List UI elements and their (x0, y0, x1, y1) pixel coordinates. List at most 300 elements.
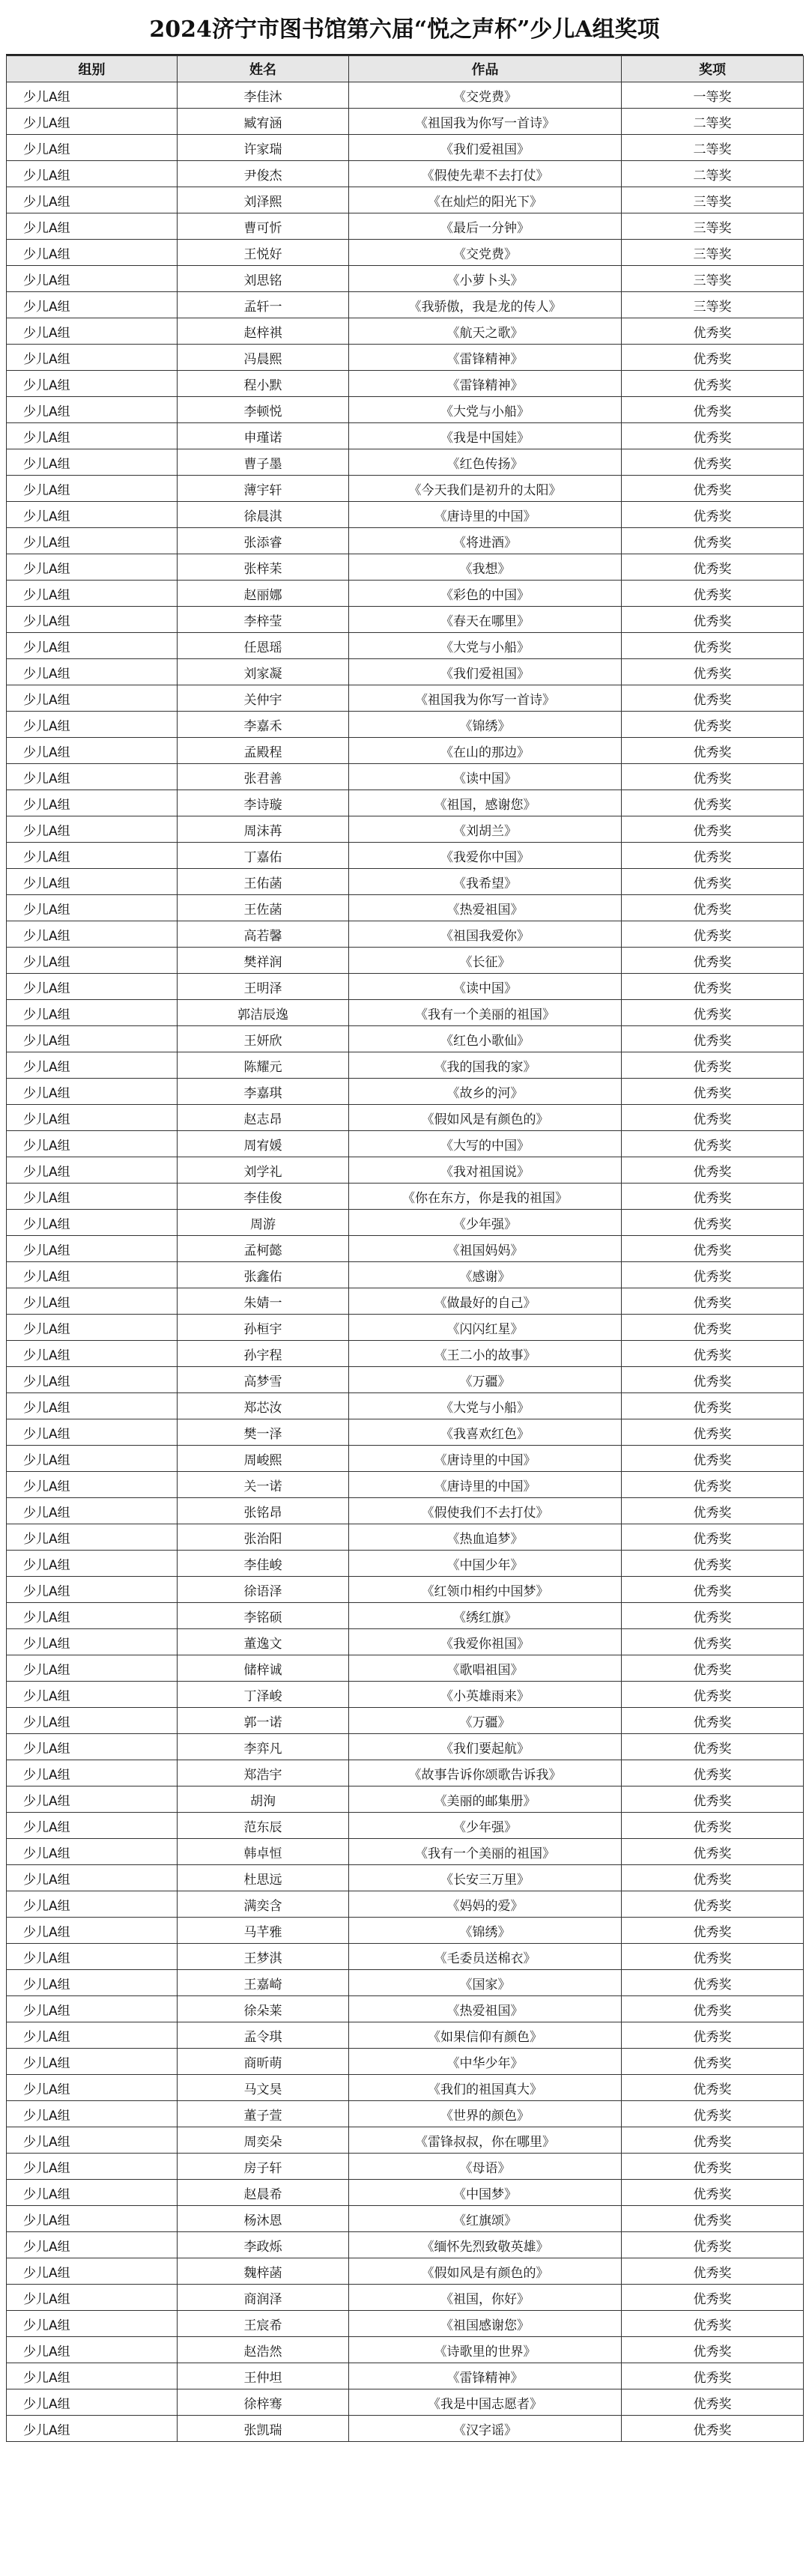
cell-name: 程小默 (178, 371, 349, 397)
table-row (7, 1052, 804, 1079)
cell-work: 《红旗颂》 (349, 2206, 622, 2232)
table-row (7, 2258, 804, 2285)
cell-name: 储梓诚 (178, 1655, 349, 1682)
cell-name: 李佳沐 (178, 82, 349, 109)
cell-work: 《诗歌里的世界》 (349, 2337, 622, 2363)
cell-group: 少儿A组 (7, 1551, 178, 1577)
cell-group: 少儿A组 (7, 502, 178, 528)
cell-award: 优秀奖 (622, 1629, 804, 1655)
cell-work: 《国家》 (349, 1970, 622, 1996)
cell-award: 优秀奖 (622, 1918, 804, 1944)
cell-award: 优秀奖 (622, 1052, 804, 1079)
table-row (7, 2127, 804, 2154)
table-row (7, 607, 804, 633)
cell-group: 少儿A组 (7, 1970, 178, 1996)
cell-name: 周奕朵 (178, 2127, 349, 2154)
table-row (7, 1079, 804, 1105)
cell-work: 《我爱你祖国》 (349, 1629, 622, 1655)
cell-award: 优秀奖 (622, 633, 804, 659)
cell-work: 《祖国，感谢您》 (349, 790, 622, 816)
cell-name: 关仲宇 (178, 685, 349, 712)
table-row (7, 1577, 804, 1603)
cell-work: 《航天之歌》 (349, 318, 622, 345)
cell-name: 刘泽熙 (178, 187, 349, 213)
cell-name: 王宸希 (178, 2311, 349, 2337)
cell-name: 徐晨淇 (178, 502, 349, 528)
cell-award: 优秀奖 (622, 1839, 804, 1865)
cell-group: 少儿A组 (7, 1629, 178, 1655)
table-row (7, 240, 804, 266)
cell-award: 优秀奖 (622, 1498, 804, 1524)
cell-group: 少儿A组 (7, 974, 178, 1000)
cell-work: 《母语》 (349, 2154, 622, 2180)
cell-name: 魏梓菡 (178, 2258, 349, 2285)
table-body (7, 82, 804, 2442)
cell-name: 孙桓宇 (178, 1315, 349, 1341)
cell-award: 优秀奖 (622, 2127, 804, 2154)
cell-award: 优秀奖 (622, 2258, 804, 2285)
table-row (7, 82, 804, 109)
cell-group: 少儿A组 (7, 2206, 178, 2232)
cell-group: 少儿A组 (7, 528, 178, 554)
cell-work: 《祖国，你好》 (349, 2285, 622, 2311)
cell-work: 《唐诗里的中国》 (349, 502, 622, 528)
cell-group: 少儿A组 (7, 1000, 178, 1026)
cell-work: 《故事告诉你颂歌告诉我》 (349, 1760, 622, 1786)
cell-award: 优秀奖 (622, 397, 804, 423)
cell-work: 《红色小歌仙》 (349, 1026, 622, 1052)
cell-name: 李嘉琪 (178, 1079, 349, 1105)
cell-name: 丁泽峻 (178, 1682, 349, 1708)
cell-work: 《长征》 (349, 948, 622, 974)
table-row (7, 1865, 804, 1891)
cell-name: 高若馨 (178, 921, 349, 948)
page-title: 2024济宁市图书馆第六届“悦之声杯”少儿A组奖项 (6, 6, 803, 55)
cell-award: 优秀奖 (622, 607, 804, 633)
cell-award: 优秀奖 (622, 2416, 804, 2442)
cell-award: 优秀奖 (622, 1472, 804, 1498)
cell-work: 《祖国我为你写一首诗》 (349, 685, 622, 712)
table-row (7, 397, 804, 423)
table-row (7, 1996, 804, 2022)
cell-group: 少儿A组 (7, 1577, 178, 1603)
cell-group: 少儿A组 (7, 397, 178, 423)
cell-name: 李佳俊 (178, 1184, 349, 1210)
table-row (7, 318, 804, 345)
cell-award: 优秀奖 (622, 1970, 804, 1996)
cell-name: 商昕萌 (178, 2049, 349, 2075)
cell-group: 少儿A组 (7, 1708, 178, 1734)
cell-name: 王佑菡 (178, 869, 349, 895)
cell-group: 少儿A组 (7, 2127, 178, 2154)
cell-work: 《歌唱祖国》 (349, 1655, 622, 1682)
cell-group: 少儿A组 (7, 1524, 178, 1551)
cell-award: 优秀奖 (622, 449, 804, 476)
cell-name: 商润泽 (178, 2285, 349, 2311)
cell-name: 李嘉禾 (178, 712, 349, 738)
cell-name: 李诗璇 (178, 790, 349, 816)
cell-name: 樊祥润 (178, 948, 349, 974)
cell-award: 优秀奖 (622, 1760, 804, 1786)
table-row (7, 266, 804, 292)
table-row (7, 187, 804, 213)
cell-group: 少儿A组 (7, 1419, 178, 1446)
table-row (7, 2389, 804, 2416)
cell-name: 徐梓骞 (178, 2389, 349, 2416)
table-row (7, 1524, 804, 1551)
cell-award: 优秀奖 (622, 1026, 804, 1052)
cell-group: 少儿A组 (7, 1210, 178, 1236)
cell-award: 优秀奖 (622, 1603, 804, 1629)
cell-group: 少儿A组 (7, 1996, 178, 2022)
cell-group: 少儿A组 (7, 581, 178, 607)
cell-work: 《雷锋精神》 (349, 371, 622, 397)
cell-name: 周宥媛 (178, 1131, 349, 1157)
cell-award: 二等奖 (622, 161, 804, 187)
cell-group: 少儿A组 (7, 318, 178, 345)
cell-name: 周游 (178, 1210, 349, 1236)
cell-work: 《读中国》 (349, 764, 622, 790)
cell-group: 少儿A组 (7, 1446, 178, 1472)
cell-award: 优秀奖 (622, 738, 804, 764)
cell-name: 马文昊 (178, 2075, 349, 2101)
cell-work: 《热爱祖国》 (349, 895, 622, 921)
cell-name: 王梦淇 (178, 1944, 349, 1970)
table-row (7, 2101, 804, 2127)
cell-award: 三等奖 (622, 266, 804, 292)
cell-award: 优秀奖 (622, 1813, 804, 1839)
cell-group: 少儿A组 (7, 1262, 178, 1288)
cell-name: 李政烁 (178, 2232, 349, 2258)
cell-award: 优秀奖 (622, 1079, 804, 1105)
cell-name: 徐朵莱 (178, 1996, 349, 2022)
cell-work: 《你在东方，你是我的祖国》 (349, 1184, 622, 1210)
cell-award: 优秀奖 (622, 790, 804, 816)
cell-award: 优秀奖 (622, 1786, 804, 1813)
cell-name: 赵志昂 (178, 1105, 349, 1131)
cell-work: 《红领巾相约中国梦》 (349, 1577, 622, 1603)
cell-work: 《交党费》 (349, 82, 622, 109)
cell-group: 少儿A组 (7, 266, 178, 292)
table-row (7, 1655, 804, 1682)
table-row (7, 633, 804, 659)
table-row (7, 921, 804, 948)
cell-group: 少儿A组 (7, 1184, 178, 1210)
cell-award: 优秀奖 (622, 554, 804, 581)
table-row (7, 2337, 804, 2363)
cell-group: 少儿A组 (7, 869, 178, 895)
cell-group: 少儿A组 (7, 423, 178, 449)
cell-award: 优秀奖 (622, 528, 804, 554)
cell-work: 《我骄傲，我是龙的传人》 (349, 292, 622, 318)
cell-award: 优秀奖 (622, 2337, 804, 2363)
header-work: 作品 (349, 56, 622, 82)
cell-group: 少儿A组 (7, 659, 178, 685)
cell-name: 冯晨熙 (178, 345, 349, 371)
table-row (7, 1551, 804, 1577)
table-row (7, 502, 804, 528)
cell-group: 少儿A组 (7, 345, 178, 371)
cell-award: 优秀奖 (622, 1734, 804, 1760)
cell-name: 王明泽 (178, 974, 349, 1000)
cell-group: 少儿A组 (7, 738, 178, 764)
cell-work: 《缅怀先烈致敬英雄》 (349, 2232, 622, 2258)
cell-name: 曹子墨 (178, 449, 349, 476)
cell-group: 少儿A组 (7, 764, 178, 790)
cell-name: 胡洵 (178, 1786, 349, 1813)
cell-group: 少儿A组 (7, 895, 178, 921)
cell-name: 李弈凡 (178, 1734, 349, 1760)
cell-work: 《彩色的中国》 (349, 581, 622, 607)
cell-award: 优秀奖 (622, 948, 804, 974)
cell-name: 臧宥涵 (178, 109, 349, 135)
cell-work: 《少年强》 (349, 1210, 622, 1236)
cell-name: 樊一泽 (178, 1419, 349, 1446)
table-row (7, 1786, 804, 1813)
cell-work: 《祖国感谢您》 (349, 2311, 622, 2337)
cell-work: 《大党与小船》 (349, 1393, 622, 1419)
table-row (7, 1760, 804, 1786)
cell-work: 《唐诗里的中国》 (349, 1446, 622, 1472)
table-row (7, 1839, 804, 1865)
cell-group: 少儿A组 (7, 449, 178, 476)
cell-group: 少儿A组 (7, 2101, 178, 2127)
cell-work: 《万疆》 (349, 1367, 622, 1393)
table-row (7, 1393, 804, 1419)
cell-name: 张添睿 (178, 528, 349, 554)
cell-group: 少儿A组 (7, 2337, 178, 2363)
table-row (7, 345, 804, 371)
cell-group: 少儿A组 (7, 2285, 178, 2311)
cell-award: 优秀奖 (622, 476, 804, 502)
cell-work: 《做最好的自己》 (349, 1288, 622, 1315)
cell-group: 少儿A组 (7, 2258, 178, 2285)
cell-name: 郑浩宇 (178, 1760, 349, 1786)
cell-group: 少儿A组 (7, 2363, 178, 2389)
table-row (7, 371, 804, 397)
table-row (7, 1970, 804, 1996)
cell-work: 《我们的祖国真大》 (349, 2075, 622, 2101)
cell-work: 《小萝卜头》 (349, 266, 622, 292)
table-row (7, 1446, 804, 1472)
cell-work: 《交党费》 (349, 240, 622, 266)
cell-name: 张治阳 (178, 1524, 349, 1551)
cell-group: 少儿A组 (7, 1315, 178, 1341)
cell-award: 优秀奖 (622, 423, 804, 449)
cell-group: 少儿A组 (7, 1813, 178, 1839)
cell-name: 张梓苿 (178, 554, 349, 581)
header-row (7, 56, 804, 82)
cell-name: 朱婧一 (178, 1288, 349, 1315)
cell-group: 少儿A组 (7, 2075, 178, 2101)
cell-name: 陈耀元 (178, 1052, 349, 1079)
header-group: 组别 (7, 56, 178, 82)
table-row (7, 1603, 804, 1629)
table-row (7, 790, 804, 816)
table-row (7, 1288, 804, 1315)
cell-name: 王悦好 (178, 240, 349, 266)
table-row (7, 2363, 804, 2389)
cell-group: 少儿A组 (7, 948, 178, 974)
cell-name: 丁嘉佑 (178, 843, 349, 869)
cell-name: 满奕含 (178, 1891, 349, 1918)
cell-group: 少儿A组 (7, 1026, 178, 1052)
table-row (7, 816, 804, 843)
cell-group: 少儿A组 (7, 1839, 178, 1865)
cell-name: 赵丽娜 (178, 581, 349, 607)
cell-name: 孟殿程 (178, 738, 349, 764)
cell-group: 少儿A组 (7, 135, 178, 161)
table-row (7, 2206, 804, 2232)
cell-name: 张鑫佑 (178, 1262, 349, 1288)
cell-work: 《我希望》 (349, 869, 622, 895)
table-row (7, 581, 804, 607)
cell-award: 优秀奖 (622, 1419, 804, 1446)
cell-award: 三等奖 (622, 187, 804, 213)
cell-award: 优秀奖 (622, 712, 804, 738)
cell-work: 《美丽的邮集册》 (349, 1786, 622, 1813)
cell-name: 刘家凝 (178, 659, 349, 685)
cell-award: 优秀奖 (622, 581, 804, 607)
table-row (7, 1734, 804, 1760)
cell-group: 少儿A组 (7, 1603, 178, 1629)
cell-group: 少儿A组 (7, 1157, 178, 1184)
cell-group: 少儿A组 (7, 1236, 178, 1262)
cell-award: 优秀奖 (622, 816, 804, 843)
cell-name: 孟柯懿 (178, 1236, 349, 1262)
cell-name: 王嘉崎 (178, 1970, 349, 1996)
cell-award: 优秀奖 (622, 1446, 804, 1472)
cell-work: 《假如风是有颜色的》 (349, 2258, 622, 2285)
cell-group: 少儿A组 (7, 292, 178, 318)
cell-group: 少儿A组 (7, 2232, 178, 2258)
cell-name: 杨沐恩 (178, 2206, 349, 2232)
cell-work: 《王二小的故事》 (349, 1341, 622, 1367)
cell-award: 优秀奖 (622, 2180, 804, 2206)
table-row (7, 213, 804, 240)
cell-award: 优秀奖 (622, 2389, 804, 2416)
cell-group: 少儿A组 (7, 1052, 178, 1079)
cell-group: 少儿A组 (7, 1918, 178, 1944)
cell-group: 少儿A组 (7, 2180, 178, 2206)
cell-name: 董逸文 (178, 1629, 349, 1655)
cell-work: 《妈妈的爱》 (349, 1891, 622, 1918)
cell-award: 优秀奖 (622, 921, 804, 948)
cell-group: 少儿A组 (7, 843, 178, 869)
cell-name: 尹俊杰 (178, 161, 349, 187)
cell-name: 张铭昂 (178, 1498, 349, 1524)
table-row (7, 109, 804, 135)
cell-award: 优秀奖 (622, 869, 804, 895)
cell-work: 《雷锋叔叔，你在哪里》 (349, 2127, 622, 2154)
cell-group: 少儿A组 (7, 790, 178, 816)
table-row (7, 1262, 804, 1288)
cell-name: 郑芯汝 (178, 1393, 349, 1419)
cell-name: 刘学礼 (178, 1157, 349, 1184)
table-row (7, 1813, 804, 1839)
cell-group: 少儿A组 (7, 554, 178, 581)
cell-award: 三等奖 (622, 240, 804, 266)
cell-work: 《唐诗里的中国》 (349, 1472, 622, 1498)
cell-award: 优秀奖 (622, 2206, 804, 2232)
cell-name: 董子萱 (178, 2101, 349, 2127)
cell-work: 《大党与小船》 (349, 633, 622, 659)
cell-work: 《在灿烂的阳光下》 (349, 187, 622, 213)
cell-award: 优秀奖 (622, 2101, 804, 2127)
cell-award: 优秀奖 (622, 1157, 804, 1184)
cell-award: 优秀奖 (622, 1524, 804, 1551)
cell-award: 一等奖 (622, 82, 804, 109)
cell-work: 《故乡的河》 (349, 1079, 622, 1105)
header-name: 姓名 (178, 56, 349, 82)
cell-name: 李铭硕 (178, 1603, 349, 1629)
award-sheet (6, 6, 803, 2442)
cell-work: 《锦绣》 (349, 1918, 622, 1944)
table-row (7, 1944, 804, 1970)
cell-work: 《将进酒》 (349, 528, 622, 554)
cell-award: 优秀奖 (622, 345, 804, 371)
cell-group: 少儿A组 (7, 1472, 178, 1498)
cell-award: 优秀奖 (622, 1131, 804, 1157)
cell-group: 少儿A组 (7, 1760, 178, 1786)
cell-name: 张凯瑞 (178, 2416, 349, 2442)
cell-work: 《大写的中国》 (349, 1131, 622, 1157)
table-row (7, 2232, 804, 2258)
cell-name: 张君善 (178, 764, 349, 790)
cell-award: 优秀奖 (622, 1367, 804, 1393)
table-row (7, 1184, 804, 1210)
cell-name: 郭一诺 (178, 1708, 349, 1734)
cell-name: 房子轩 (178, 2154, 349, 2180)
cell-group: 少儿A组 (7, 1891, 178, 1918)
cell-name: 薄宇轩 (178, 476, 349, 502)
cell-name: 孙宇程 (178, 1341, 349, 1367)
table-row (7, 738, 804, 764)
cell-name: 周沫苒 (178, 816, 349, 843)
table-row (7, 554, 804, 581)
cell-name: 李佳峻 (178, 1551, 349, 1577)
cell-name: 周峻熙 (178, 1446, 349, 1472)
table-row (7, 685, 804, 712)
table-row (7, 1891, 804, 1918)
cell-award: 三等奖 (622, 292, 804, 318)
cell-name: 关一诺 (178, 1472, 349, 1498)
cell-award: 优秀奖 (622, 2311, 804, 2337)
header-award: 奖项 (622, 56, 804, 82)
cell-award: 优秀奖 (622, 1865, 804, 1891)
cell-award: 优秀奖 (622, 2285, 804, 2311)
cell-group: 少儿A组 (7, 712, 178, 738)
cell-work: 《世界的颜色》 (349, 2101, 622, 2127)
cell-name: 韩卓恒 (178, 1839, 349, 1865)
table-row (7, 476, 804, 502)
table-row (7, 1629, 804, 1655)
cell-group: 少儿A组 (7, 109, 178, 135)
cell-name: 王妍欣 (178, 1026, 349, 1052)
cell-name: 郭洁辰逸 (178, 1000, 349, 1026)
table-row (7, 948, 804, 974)
table-row (7, 2285, 804, 2311)
cell-group: 少儿A组 (7, 633, 178, 659)
cell-work: 《锦绣》 (349, 712, 622, 738)
cell-work: 《中国少年》 (349, 1551, 622, 1577)
cell-work: 《我是中国志愿者》 (349, 2389, 622, 2416)
table-row (7, 1708, 804, 1734)
cell-award: 优秀奖 (622, 1708, 804, 1734)
cell-group: 少儿A组 (7, 2022, 178, 2049)
table-row (7, 292, 804, 318)
cell-award: 优秀奖 (622, 1655, 804, 1682)
